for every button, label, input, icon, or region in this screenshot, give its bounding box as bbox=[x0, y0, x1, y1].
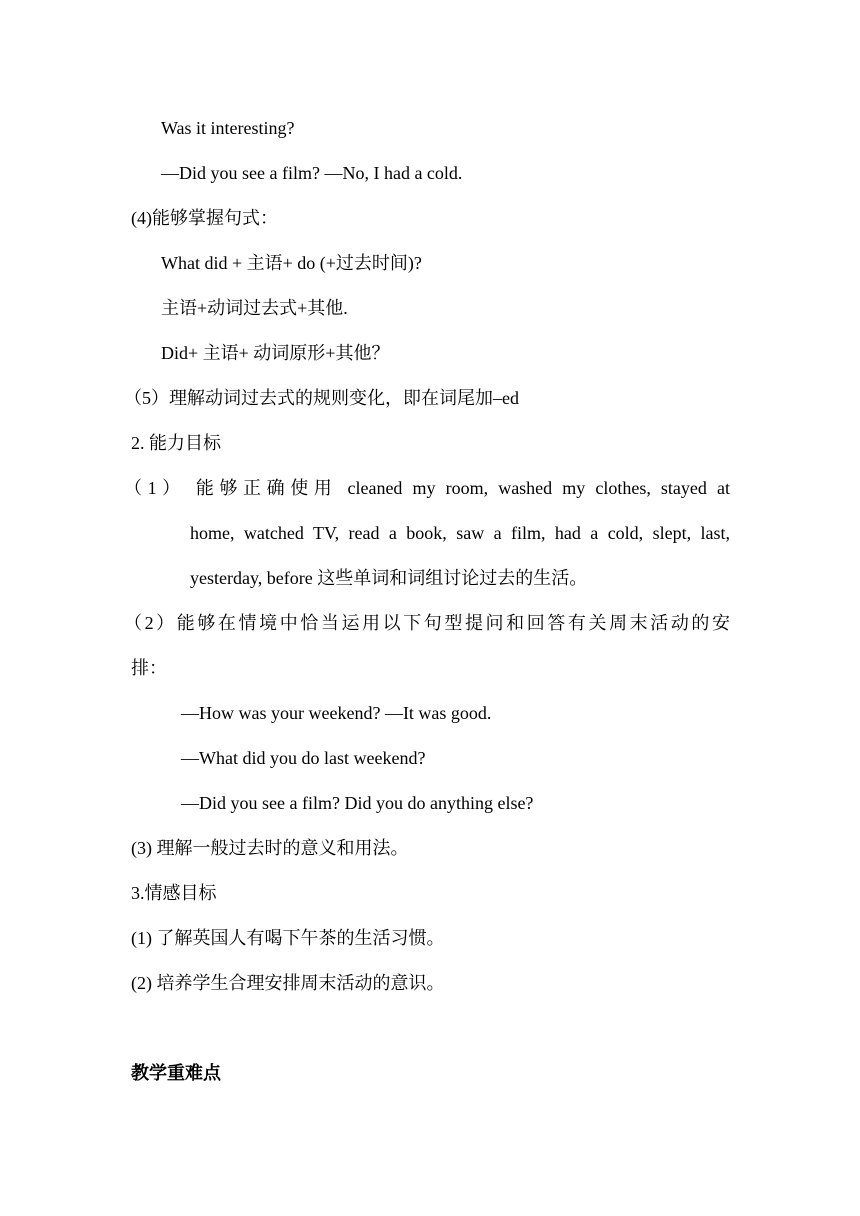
list-item-heading: (4)能够掌握句式： bbox=[131, 208, 278, 228]
text-line: Did+ 主语+ 动词原形+其他？ bbox=[161, 343, 390, 363]
list-item: （2）能够在情境中恰当运用以下句型提问和回答有关周末活动的安 bbox=[124, 613, 730, 633]
section-heading: 2. 能力目标 bbox=[131, 433, 221, 453]
list-item: （1） 能够正确使用 cleaned my room, washed my clothes, stayed at bbox=[124, 478, 730, 498]
text-line: —Did you see a film? —No, I had a cold. bbox=[161, 163, 463, 183]
list-item: (3) 理解一般过去时的意义和用法。 bbox=[131, 838, 409, 858]
text-line: 排： bbox=[131, 658, 167, 678]
text-line: Was it interesting? bbox=[161, 118, 295, 138]
section-title: 教学重难点 bbox=[131, 1063, 221, 1083]
text-line: yesterday, before 这些单词和词组讨论过去的生活。 bbox=[190, 568, 588, 588]
section-heading: 3.情感目标 bbox=[131, 883, 217, 903]
list-item: （5）理解动词过去式的规则变化，即在词尾加–ed bbox=[124, 388, 519, 408]
list-item: (2) 培养学生合理安排周末活动的意识。 bbox=[131, 973, 445, 993]
dialogue-line: —Did you see a film? Did you do anything else? bbox=[181, 793, 534, 813]
text-line: What did + 主语+ do (+过去时间)? bbox=[161, 253, 422, 273]
dialogue-line: —How was your weekend? —It was good. bbox=[181, 703, 492, 723]
text-line: 主语+动词过去式+其他. bbox=[161, 298, 348, 318]
text-line: home, watched TV, read a book, saw a film, had a cold, slept, last, bbox=[190, 523, 730, 543]
dialogue-line: —What did you do last weekend? bbox=[181, 748, 426, 768]
list-item: (1) 了解英国人有喝下午茶的生活习惯。 bbox=[131, 928, 445, 948]
